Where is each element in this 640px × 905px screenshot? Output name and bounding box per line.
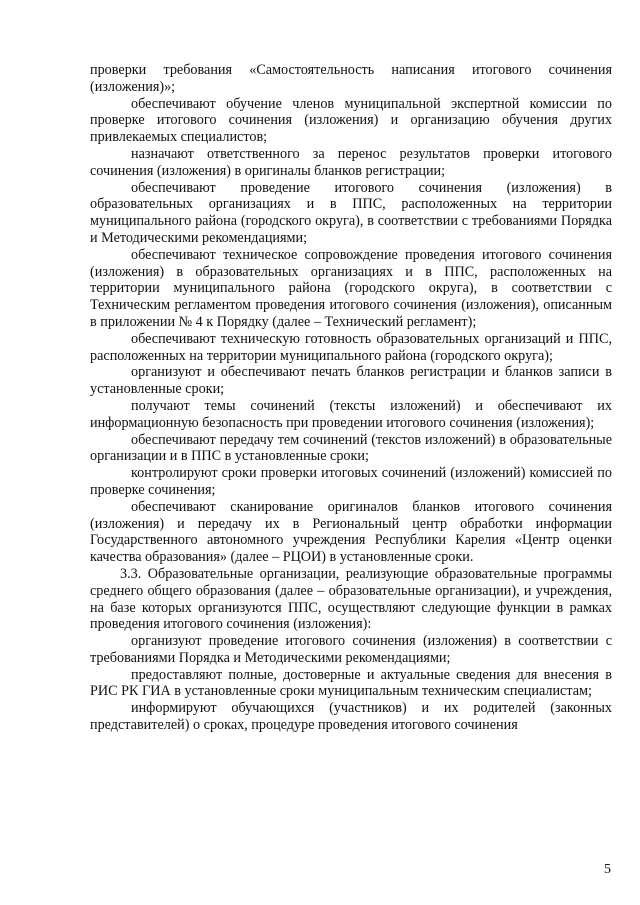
paragraph: организуют и обеспечивают печать бланков регистрации и бланков записи в установленные сроки; (90, 364, 612, 398)
paragraph: обеспечивают техническую готовность образовательных организаций и ППС, расположенных на территории муниципального района (городского округа); (90, 330, 612, 364)
paragraph: обеспечивают техническое сопровождение проведения итогового сочинения (изложения) в образовательных организациях и в ППС, расположенных на территории муниципального района (городского округа), в соответствии с Техническим регламентом проведения итогового сочинения (изложения), описанным в приложении № 4 к Порядку (далее – Технический регламент); (90, 246, 612, 330)
paragraph: обеспечивают сканирование оригиналов бланков итогового сочинения (изложения) и передачу их в Региональный центр обработки информации Государственного автономного учреждения Республики Карелия «Центр оценки качества образования» (далее – РЦОИ) в установленные сроки. (90, 498, 612, 566)
document-body (90, 62, 612, 734)
paragraph: предоставляют полные, достоверные и актуальные сведения для внесения в РИС РК ГИА в установленные сроки муниципальным техническим специалистам; (90, 666, 612, 700)
paragraph: обеспечивают проведение итогового сочинения (изложения) в образовательных организациях и в ППС, расположенных на территории муниципального района (городского округа), в соответствии с требованиями Порядка и Методическими рекомендациями; (90, 179, 612, 246)
paragraph: обеспечивают передачу тем сочинений (текстов изложений) в образовательные организации и в ППС в установленные сроки; (90, 431, 612, 465)
paragraph: информируют обучающихся (участников) и их родителей (законных представителей) о сроках, процедуре проведения итогового сочинения (90, 700, 612, 734)
paragraph: назначают ответственного за перенос результатов проверки итогового сочинения (изложения) в оригиналы бланков регистрации; (90, 145, 612, 179)
paragraph: проверки требования «Самостоятельность написания итогового сочинения (изложения)»; (90, 62, 612, 95)
page-number: 5 (604, 862, 611, 877)
section-paragraph-3-3: 3.3. Образовательные организации, реализующие образовательные программы среднего общего образования (далее – образовательные организации), и учреждения, на базе которых организуются ППС, осуществляют следующие функции в рамках проведения итогового сочинения (изложения): (90, 565, 612, 633)
paragraph: контролируют сроки проверки итоговых сочинений (изложений) комиссией по проверке сочинения; (90, 465, 612, 498)
paragraph: организуют проведение итогового сочинения (изложения) в соответствии с требованиями Порядка и Методическими рекомендациями; (90, 633, 612, 666)
paragraph: обеспечивают обучение членов муниципальной экспертной комиссии по проверке итогового сочинения (изложения) и организацию обучения других привлекаемых специалистов; (90, 95, 612, 146)
paragraph: получают темы сочинений (тексты изложений) и обеспечивают их информационную безопасность при проведении итогового сочинения (изложения); (90, 397, 612, 431)
